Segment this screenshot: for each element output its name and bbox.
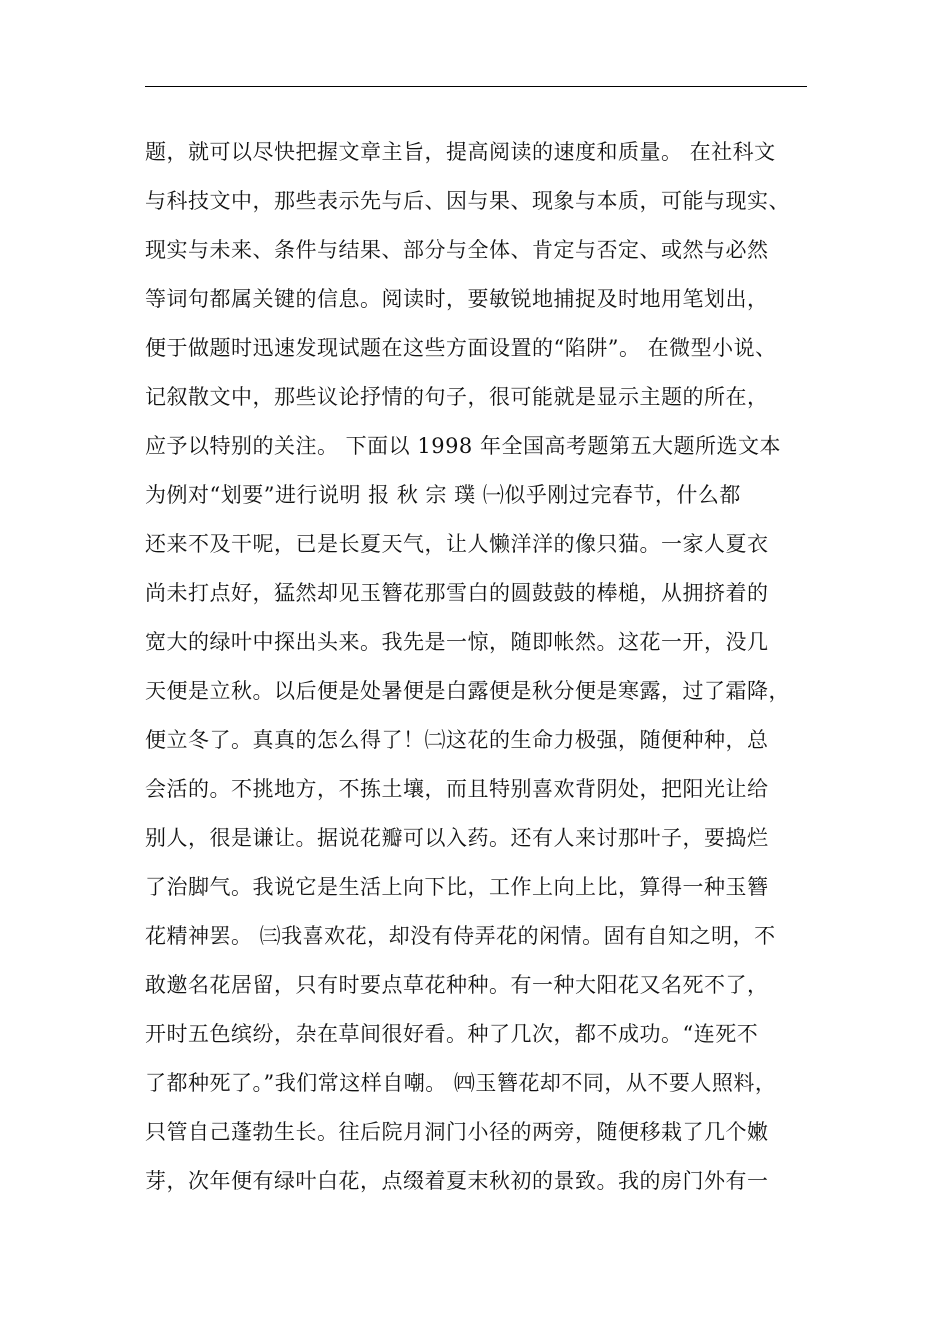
text-line: 别人，很是谦让。据说花瓣可以入药。还有人来讨那叶子，要捣烂 xyxy=(145,826,769,850)
text-line: 应予以特别的关注。 下面以 1998 年全国高考题第五大题所选文本 xyxy=(145,434,781,458)
text-line: 记叙散文中，那些议论抒情的句子，很可能就是显示主题的所在， xyxy=(145,385,769,409)
text-line: 尚未打点好，猛然却见玉簪花那雪白的圆鼓鼓的棒槌，从拥挤着的 xyxy=(145,581,769,605)
text-line: 为例对“划要”进行说明 报 秋 宗 璞 ㈠似乎刚过完春节，什么都 xyxy=(145,483,741,507)
text-line: 开时五色缤纷，杂在草间很好看。种了几次，都不成功。“连死不 xyxy=(145,1022,759,1046)
header-rule xyxy=(145,86,807,87)
text-line: 了治脚气。我说它是生活上向下比，工作上向上比，算得一种玉簪 xyxy=(145,875,769,899)
text-line: 天便是立秋。以后便是处暑便是白露便是秋分便是寒露，过了霜降， xyxy=(145,679,790,703)
body-text xyxy=(145,128,835,1206)
text-line: 只管自己蓬勃生长。往后院月洞门小径的两旁，随便移栽了几个嫩 xyxy=(145,1120,769,1144)
text-line: 现实与未来、条件与结果、部分与全体、肯定与否定、或然与必然 xyxy=(145,238,769,262)
text-line: 宽大的绿叶中探出头来。我先是一惊，随即帐然。这花一开，没几 xyxy=(145,630,769,654)
text-line: 等词句都属关键的信息。阅读时，要敏锐地捕捉及时地用笔划出， xyxy=(145,287,769,311)
text-line: 了都种死了。”我们常这样自嘲。 ㈣玉簪花却不同，从不要人照料， xyxy=(145,1071,777,1095)
text-line: 还来不及干呢，已是长夏天气，让人懒洋洋的像只猫。一家人夏衣 xyxy=(145,532,769,556)
text-line: 敢邀名花居留，只有时要点草花种种。有一种大阳花又名死不了， xyxy=(145,973,769,997)
text-line: 会活的。不挑地方，不拣土壤，而且特别喜欢背阴处，把阳光让给 xyxy=(145,777,769,801)
text-line: 芽，次年便有绿叶白花，点缀着夏末秋初的景致。我的房门外有一 xyxy=(145,1169,769,1193)
text-line: 便立冬了。真真的怎么得了！㈡这花的生命力极强，随便种种，总 xyxy=(145,728,769,752)
text-line: 便于做题时迅速发现试题在这些方面设置的“陷阱”。 在微型小说、 xyxy=(145,336,777,360)
text-line: 花精神罢。 ㈢我喜欢花，却没有侍弄花的闲情。固有自知之明，不 xyxy=(145,924,776,948)
text-line: 与科技文中，那些表示先与后、因与果、现象与本质，可能与现实、 xyxy=(145,189,790,213)
text-line: 题，就可以尽快把握文章主旨，提高阅读的速度和质量。 在社科文 xyxy=(145,140,776,164)
